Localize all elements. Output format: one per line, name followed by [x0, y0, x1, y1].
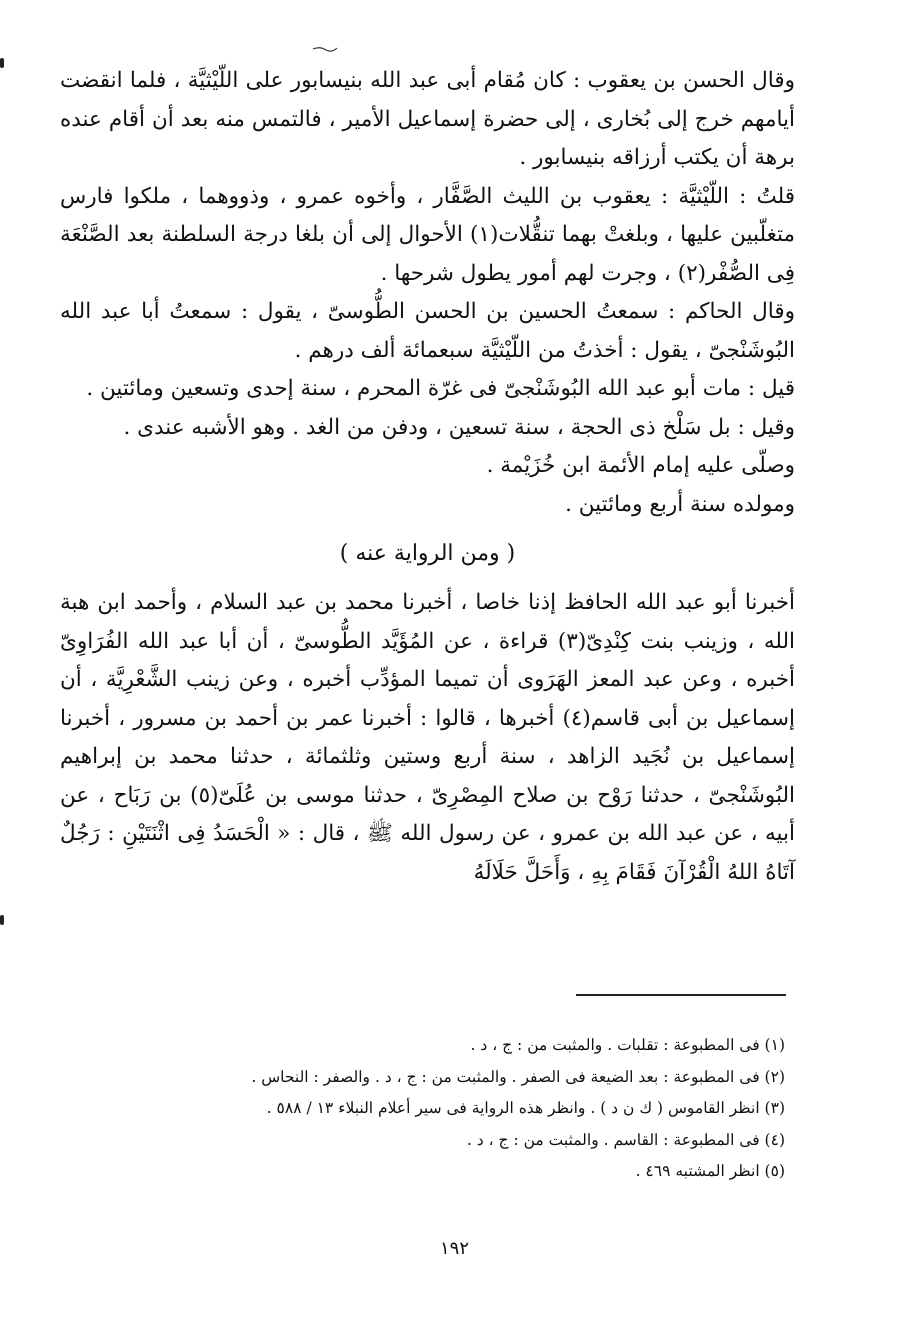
body-paragraph: وقيل : بل سَلْخ ذى الحجة ، سنة تسعين ، ودفن من الغد . وهو الأشبه عندى .	[123, 414, 795, 440]
body-paragraph: وقال الحسن بن يعقوب : كان مُقام أبى عبد الله بنيسابور على اللّيْثيَّة ، فلما انقضت أيامهم خرج إلى بُخارى ، إلى حضرة إسماعيل الأمير ، فالتمس منه بعد أن أقام عنده برهة أن يكتب أرزاقه بنيسابور .	[60, 68, 795, 170]
page-body	[60, 62, 795, 892]
body-paragraph: وقال الحاكم : سمعتُ الحسين بن الحسن الطُّوسىّ ، يقول : سمعتُ أبا عبد الله البُوشَنْجىّ ، يقول : أخذتُ من اللّيْثيَّة سبعمائة ألف درهم .	[60, 299, 795, 363]
body-paragraph: ومولده سنة أربع ومائتين .	[565, 491, 795, 517]
page-number: ١٩٢	[439, 1238, 469, 1259]
scan-edge-mark	[0, 58, 4, 68]
body-paragraph: قيل : مات أبو عبد الله البُوشَنْجىّ فى غرّة المحرم ، سنة إحدى وتسعين ومائتين .	[86, 376, 795, 401]
footnote-separator	[576, 994, 786, 996]
body-paragraph: وصلّى عليه إمام الأئمة ابن خُزَيْمة .	[486, 453, 795, 478]
footnote: (٢) فى المطبوعة : بعد الضيعة فى الصفر . والمثبت من : ج ، د . والصفر : النحاس .	[251, 1067, 785, 1086]
scan-speck	[312, 46, 338, 54]
footnote: (١) فى المطبوعة : تقلبات . والمثبت من : ج ، د .	[470, 1036, 785, 1054]
footnote: (٤) فى المطبوعة : القاسم . والمثبت من : ج ، د .	[466, 1130, 785, 1149]
section-heading: ( ومن الرواية عنه )	[339, 541, 516, 566]
footnote: (٥) انظر المشتبه ٤٦٩ .	[635, 1162, 785, 1180]
narration-paragraph: أخبرنا أبو عبد الله الحافظ إذنا خاصا ، أخبرنا محمد بن عبد السلام ، وأحمد ابن هبة الله ، وزينب بنت كِنْدِىّ(٣) قراءة ، عن المُؤَيَّد الطُّوسىّ ، أن أبا عبد الله الفُرَاوِىّ أخبره ، وعن عبد المعز الهَرَوى أن تميما المؤدِّب أخبره ، وعن زينب الشَّعْرِيَّة ، أن إسماعيل بن أبى قاسم(٤) أخبرها ، قالوا : أخبرنا عمر بن أحمد بن مسرور ، أخبرنا إسماعيل بن نُجَيد الزاهد ، سنة أربع وستين وثلثمائة ، حدثنا محمد بن إبراهيم البُوشَنْجىّ ، حدثنا رَوْح بن صلاح المِصْرِىّ ، حدثنا موسى بن عُلَىّ(٥) بن رَبَاح ، عن أبيه ، عن عبد الله بن عمرو ، عن رسول الله ﷺ ، قال : « الْحَسَدُ فِى اثْنَتَيْنِ : رَجُلٌ آتَاهُ اللهُ الْقُرْآنَ فَقَامَ بِهِ ، وَأَحَلَّ حَلَالَهُ	[60, 590, 795, 885]
footnote: (٣) انظر القاموس ( ك ن د ) . وانظر هذه الرواية فى سير أعلام النبلاء ١٣ / ٥٨٨ .	[266, 1099, 785, 1117]
body-paragraph: قلتُ : اللّيْثيَّة : يعقوب بن الليث الصَّفَّار ، وأخوه عمرو ، وذووهما ، ملكوا فارس متغلّبين عليها ، وبلغتْ بهما تنقُّلات(١) الأحوال إلى أن بلغا درجة السلطنة بعد الصَّنْعَة فِى الصُّفْر(٢) ، وجرت لهم أمور يطول شرحها .	[60, 183, 795, 286]
footnotes	[120, 1030, 785, 1188]
scan-edge-mark	[0, 915, 4, 925]
